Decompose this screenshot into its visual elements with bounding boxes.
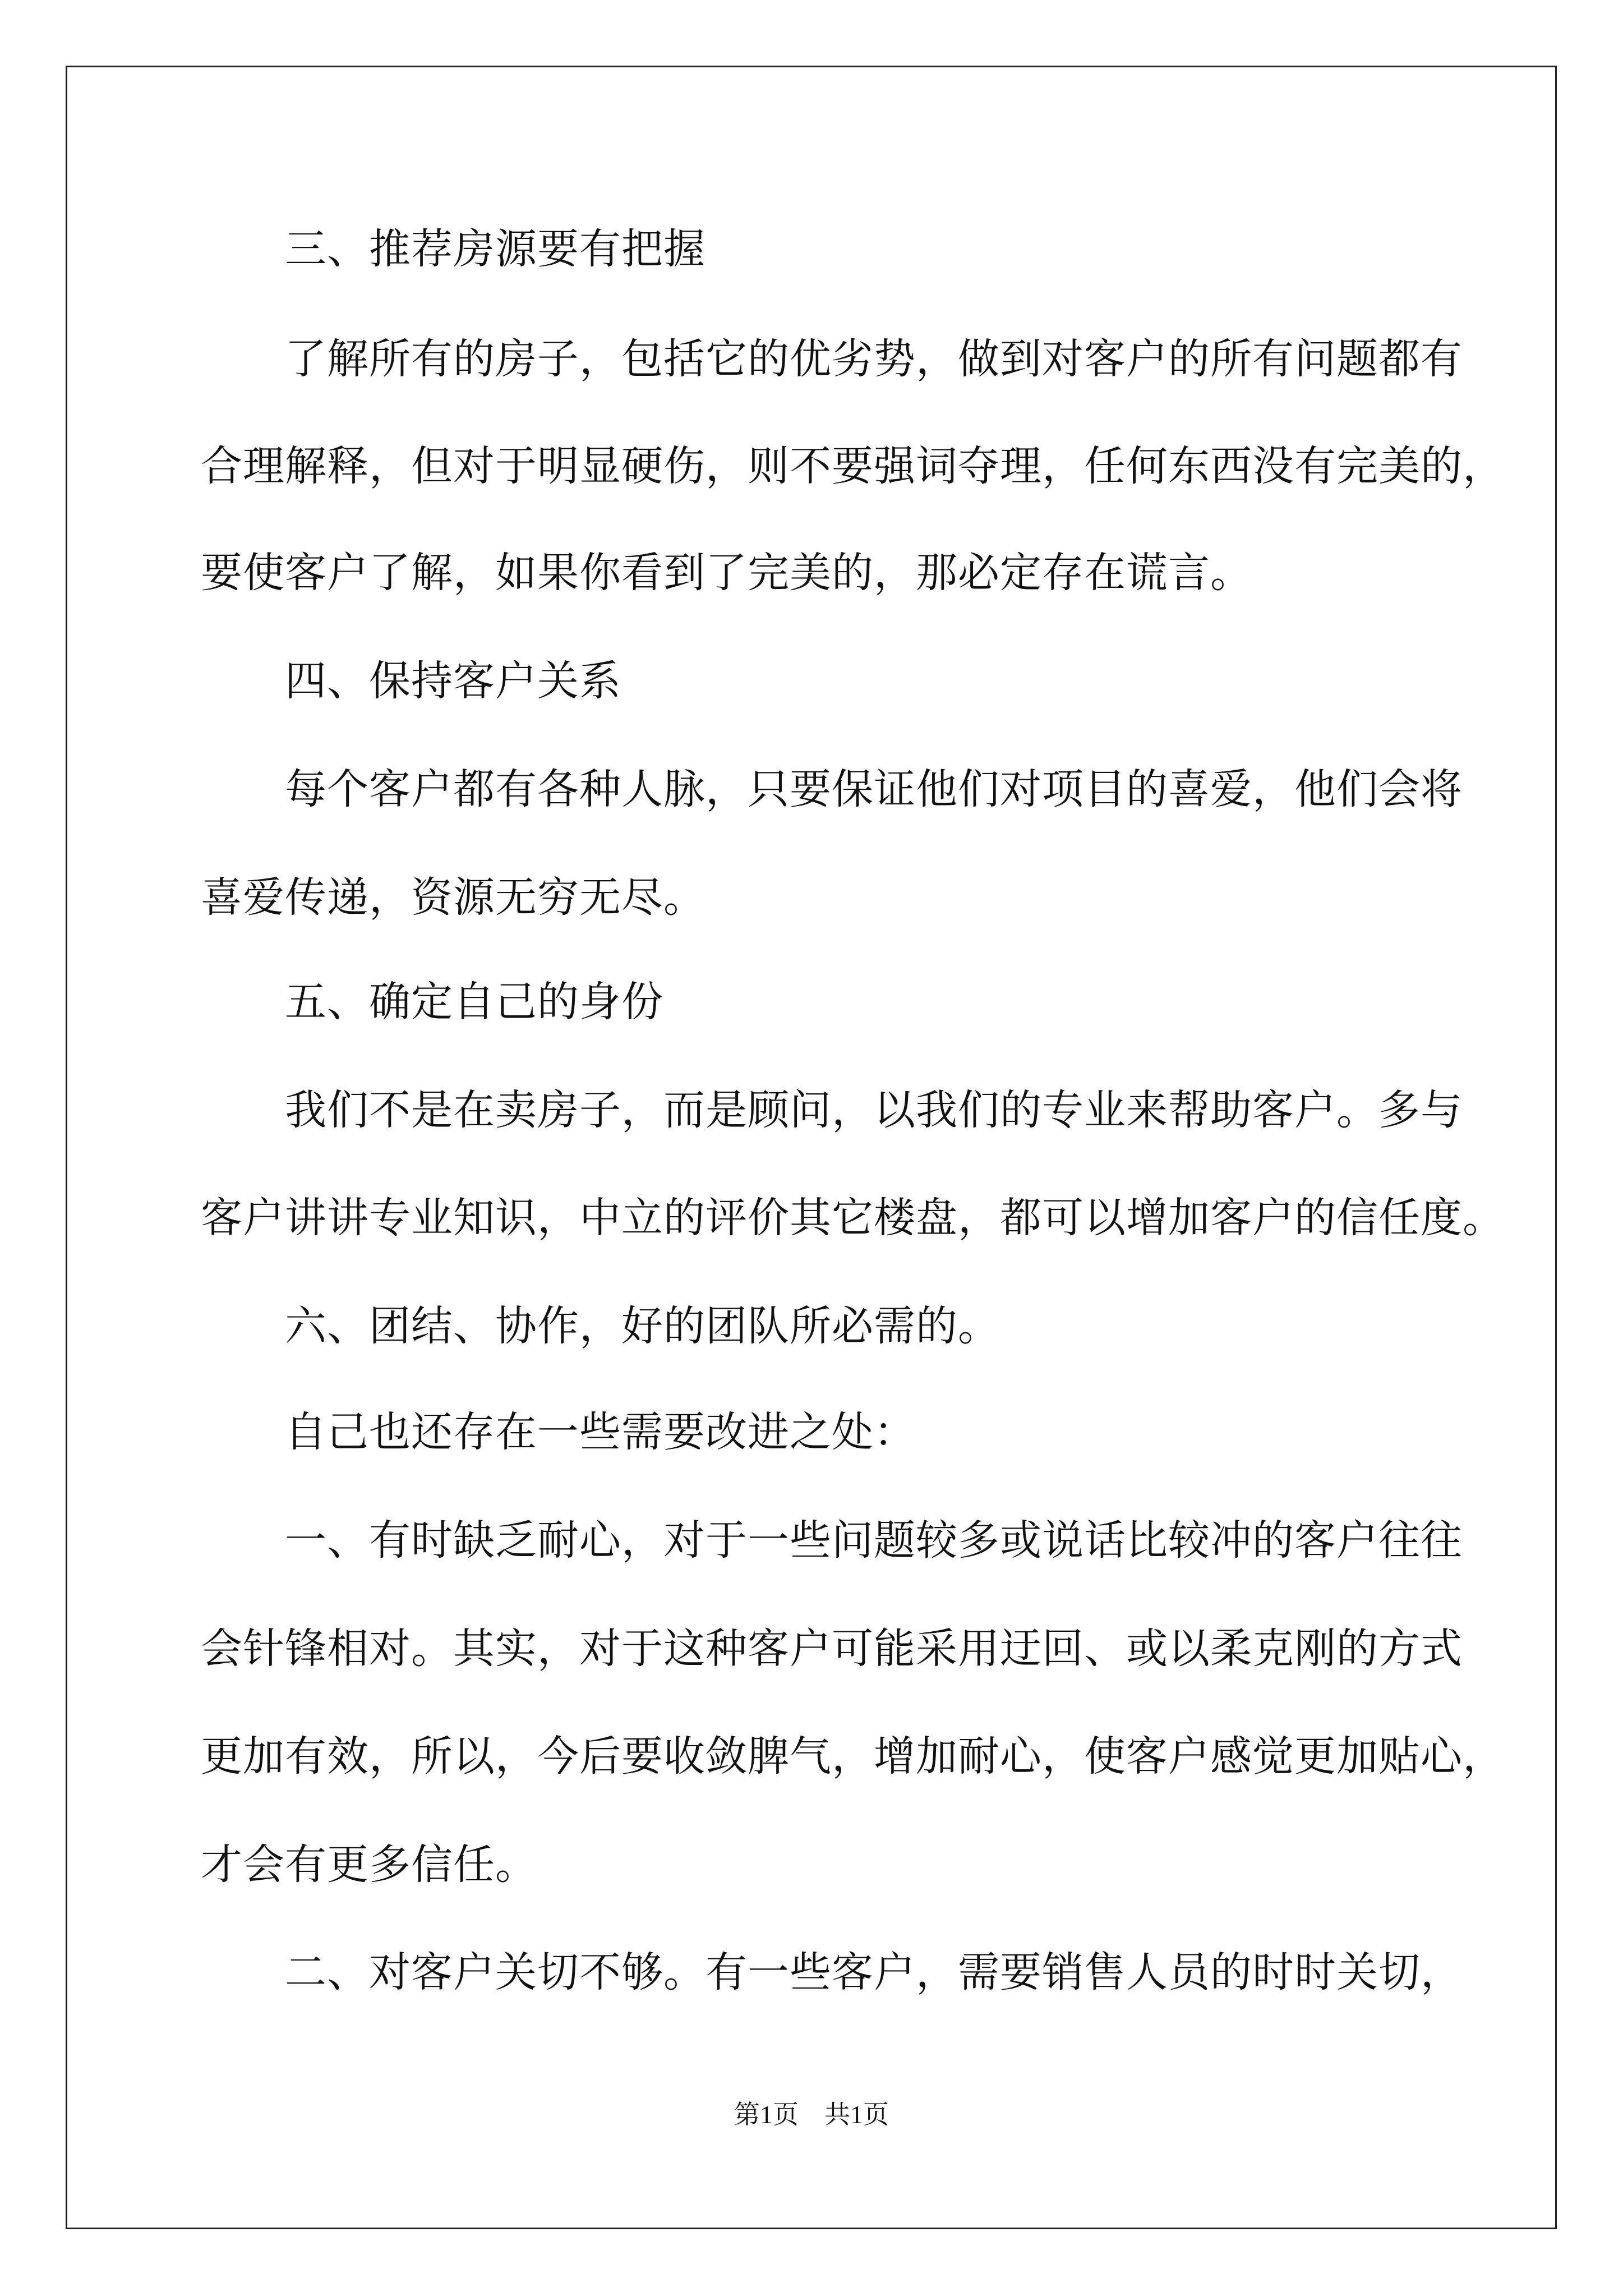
- paragraph-line: 自己也还存在一些需要改进之处：: [285, 1408, 916, 1456]
- paragraph-line: 要使客户了解，如果你看到了完美的，那必定存在谎言。: [201, 549, 1252, 597]
- page-footer: [0, 2098, 1623, 2132]
- section-heading: 六、团结、协作，好的团队所必需的。: [285, 1302, 1000, 1350]
- paragraph-line: 会针锋相对。其实，对于这种客户可能采用迂回、或以柔克刚的方式: [201, 1625, 1463, 1673]
- paragraph-line: 合理解释，但对于明显硬伤，则不要强词夺理，任何东西没有完美的，: [201, 442, 1505, 490]
- page-border: [66, 66, 1557, 2229]
- paragraph-line: 我们不是在卖房子，而是顾问，以我们的专业来帮助客户。多与: [285, 1086, 1463, 1134]
- section-heading: 五、确定自己的身份: [285, 978, 663, 1026]
- page-total: 共1页: [824, 2100, 889, 2129]
- paragraph-line: 才会有更多信任。: [201, 1841, 537, 1889]
- paragraph-line: 客户讲讲专业知识，中立的评价其它楼盘，都可以增加客户的信任度。: [201, 1194, 1505, 1242]
- paragraph-line: 更加有效，所以，今后要收敛脾气，增加耐心，使客户感觉更加贴心，: [201, 1732, 1505, 1780]
- section-heading: 四、保持客户关系: [285, 657, 621, 705]
- paragraph-line: 二、对客户关切不够。有一些客户，需要销售人员的时时关切，: [285, 1948, 1463, 1996]
- section-heading: 三、推荐房源要有把握: [285, 225, 706, 273]
- paragraph-line: 了解所有的房子，包括它的优劣势，做到对客户的所有问题都有: [285, 335, 1463, 383]
- paragraph-line: 每个客户都有各种人脉，只要保证他们对项目的喜爱，他们会将: [285, 765, 1463, 813]
- paragraph-line: 一、有时缺乏耐心，对于一些问题较多或说话比较冲的客户往往: [285, 1516, 1463, 1565]
- page-number: 第1页: [734, 2100, 799, 2129]
- paragraph-line: 喜爱传递，资源无穷无尽。: [201, 873, 706, 922]
